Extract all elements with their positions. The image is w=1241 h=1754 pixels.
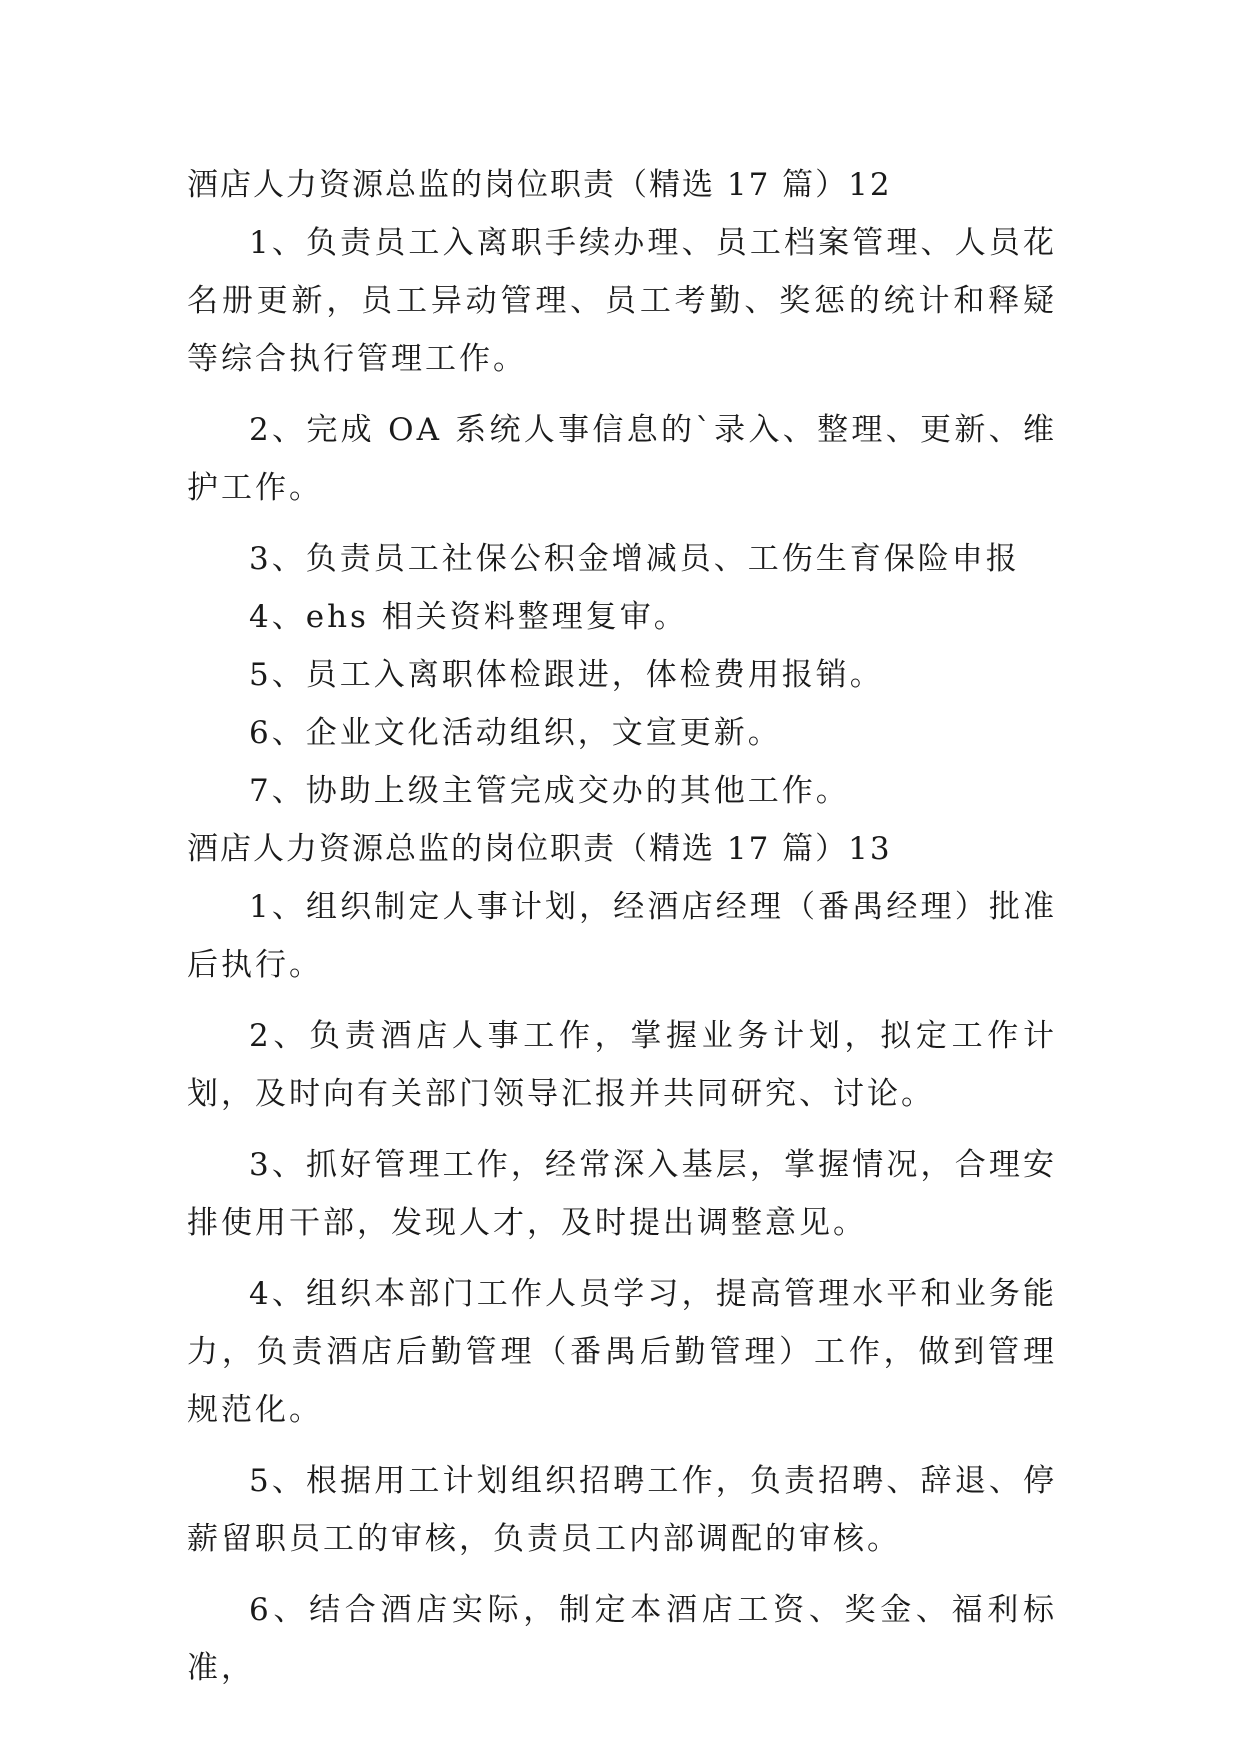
paragraph: 2、负责酒店人事工作，掌握业务计划，拟定工作计划，及时向有关部门领导汇报并共同研究、讨论。 <box>187 1018 1057 1112</box>
paragraph: 5、员工入离职体检跟进，体检费用报销。 <box>249 657 884 693</box>
paragraph: 4、ehs 相关资料整理复审。 <box>249 599 688 635</box>
paragraph: 3、负责员工社保公积金增减员、工伤生育保险申报 <box>249 541 1020 577</box>
paragraph: 1、负责员工入离职手续办理、员工档案管理、人员花名册更新，员工异动管理、员工考勤、奖惩的统计和释疑等综合执行管理工作。 <box>187 225 1057 377</box>
paragraph: 4、组织本部门工作人员学习，提高管理水平和业务能力，负责酒店后勤管理（番禺后勤管理）工作，做到管理规范化。 <box>187 1276 1057 1428</box>
paragraph: 3、抓好管理工作，经常深入基层，掌握情况，合理安排使用干部，发现人才，及时提出调整意见。 <box>187 1147 1057 1241</box>
document-body <box>187 156 1057 1697</box>
paragraph: 7、协助上级主管完成交办的其他工作。 <box>249 773 850 809</box>
paragraph: 5、根据用工计划组织招聘工作，负责招聘、辞退、停薪留职员工的审核，负责员工内部调配的审核。 <box>187 1463 1057 1557</box>
paragraph: 6、企业文化活动组织，文宣更新。 <box>249 715 782 751</box>
paragraph: 2、完成 OA 系统人事信息的`录入、整理、更新、维护工作。 <box>187 412 1057 506</box>
paragraph: 6、结合酒店实际，制定本酒店工资、奖金、福利标准， <box>187 1592 1057 1686</box>
section-title-12: 酒店人力资源总监的岗位职责（精选 17 篇）12 <box>187 167 892 203</box>
section-title-13: 酒店人力资源总监的岗位职责（精选 17 篇）13 <box>187 831 892 867</box>
paragraph: 1、组织制定人事计划，经酒店经理（番禺经理）批准后执行。 <box>187 889 1057 983</box>
